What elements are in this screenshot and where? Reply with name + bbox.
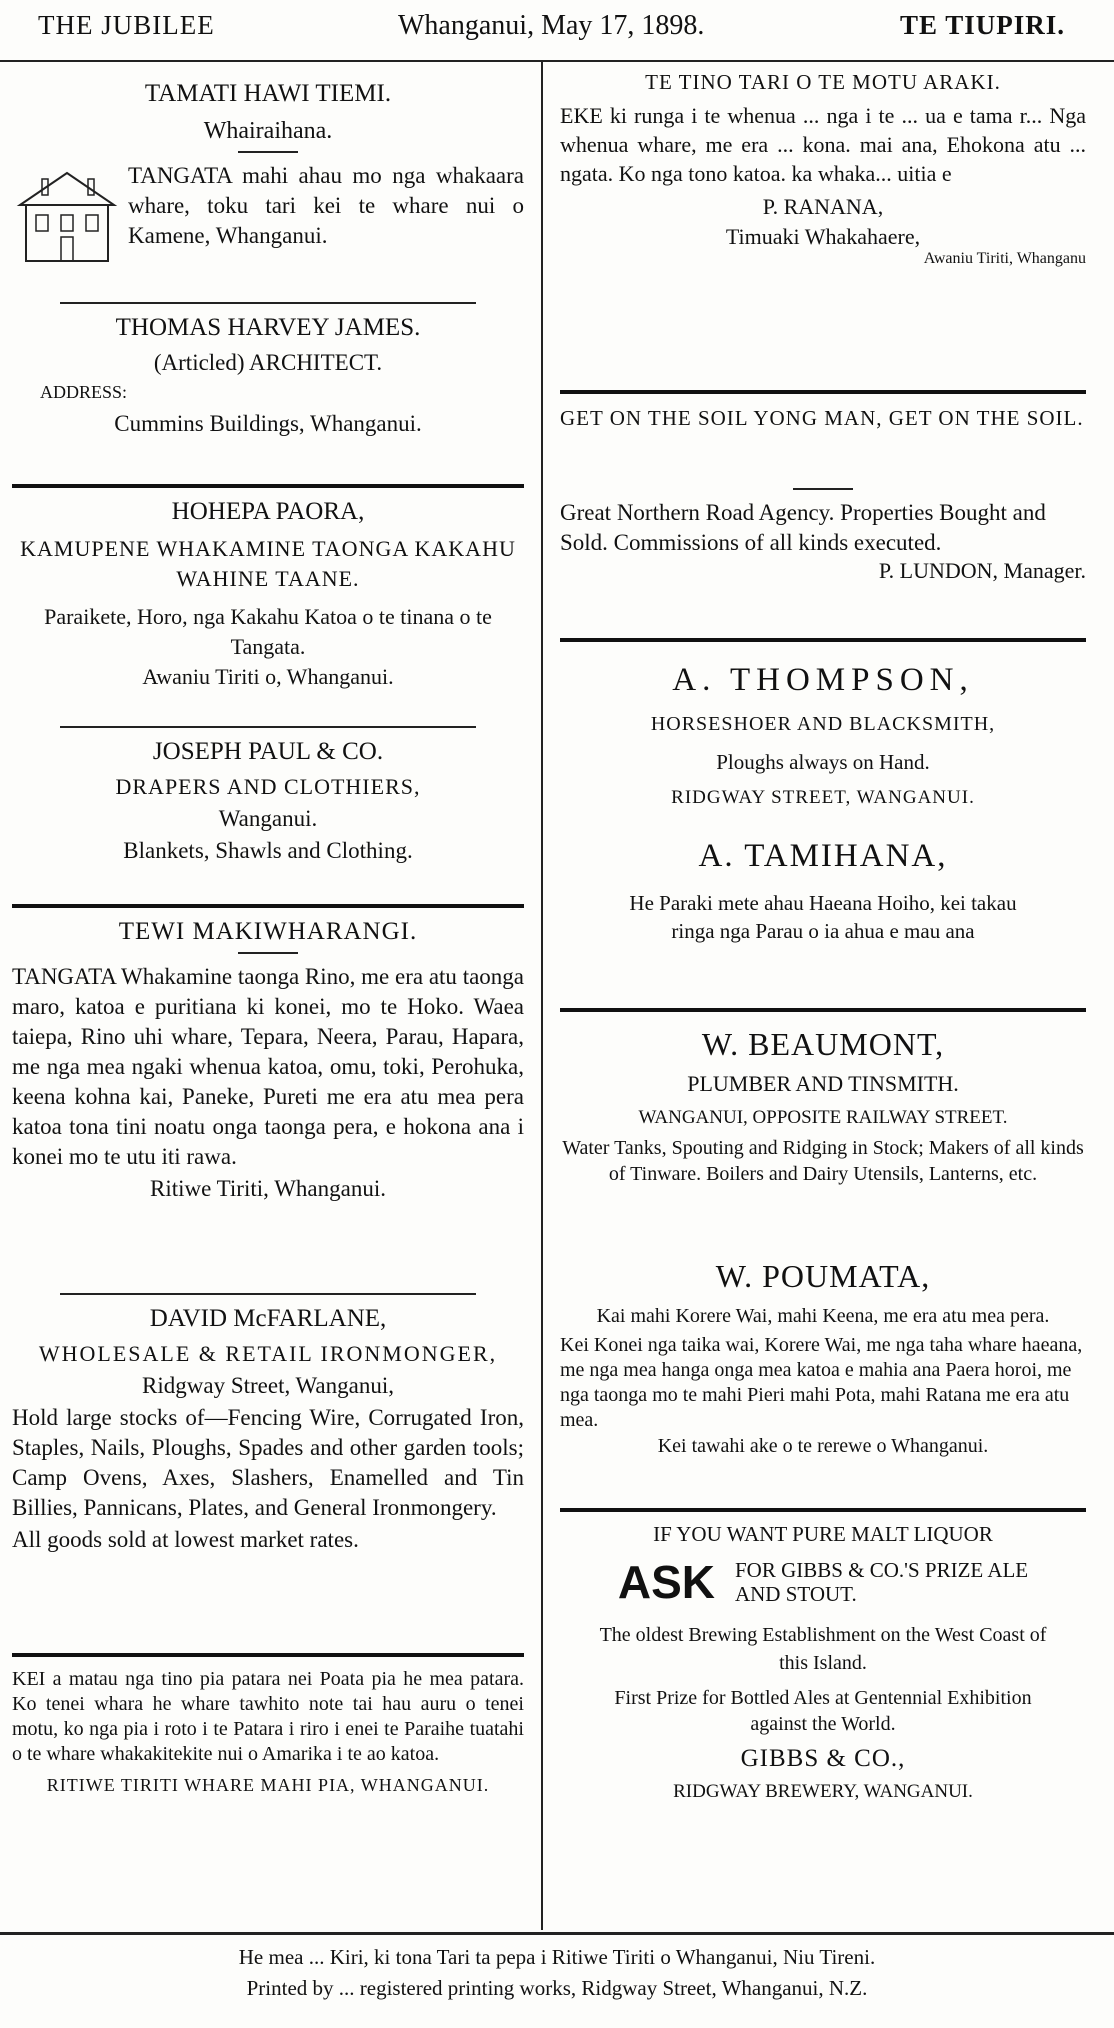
ad-thompson-business: HORSESHOER AND BLACKSMITH, [650, 713, 996, 735]
ad-thompson-line1: Ploughs always on Hand. [716, 750, 930, 774]
divider-thick [560, 390, 1086, 394]
ad-gibbs-body2: First Prize for Bottled Ales at Gentennial Exhibition against the World. [614, 1687, 1032, 1735]
ad-david-address: Ridgway Street, Wanganui, [142, 1373, 394, 1398]
ad-joseph-business: DRAPERS AND CLOTHIERS, [115, 774, 421, 799]
ad-gibbs-line1: FOR GIBBS & CO.'S PRIZE ALE [734, 1558, 1029, 1582]
ad-gibbs-heading: IF YOU WANT PURE MALT LIQUOR [653, 1522, 993, 1546]
ad-joseph-goods: Blankets, Shawls and Clothing. [123, 838, 413, 863]
ad-gibbs-ask-text [735, 1558, 1028, 1606]
ad-gibbs-body1: The oldest Brewing Establishment on the West Coast of this Island. [599, 1624, 1047, 1674]
right-column [560, 62, 1086, 1812]
ad-hohepa-name: HOHEPA PAORA, [171, 498, 365, 525]
divider [60, 1293, 476, 1295]
ad-joseph [12, 738, 524, 894]
ad-tewi-name: TEWI MAKIWHARANGI. [118, 918, 418, 945]
ad-beaumont [560, 1026, 1086, 1256]
divider-thick [560, 1508, 1086, 1512]
ad-david-name: DAVID McFARLANE, [149, 1305, 387, 1332]
ad-kei [12, 1667, 524, 1837]
ad-ranana [560, 70, 1086, 380]
ad-david-footer: All goods sold at lowest market rates. [12, 1527, 359, 1552]
divider-thick [12, 1653, 524, 1657]
short-rule [793, 488, 853, 490]
ad-joseph-place: Wanganui. [218, 806, 318, 831]
ad-tamihana-name: A. TAMIHANA, [698, 838, 948, 874]
ad-agency [560, 498, 1086, 628]
ad-gibbs-ask: ASK [617, 1556, 715, 1608]
ad-tamihana [560, 838, 1086, 998]
divider-thick [560, 1008, 1086, 1012]
ad-david-business: WHOLESALE & RETAIL IRONMONGER, [38, 1341, 498, 1366]
imprint-footer [0, 1932, 1114, 2028]
ad-tamati-name: TAMATI HAWI TIEMI. [144, 80, 392, 107]
divider-thick [560, 638, 1086, 642]
ad-soil-line: GET ON THE SOIL YONG MAN, GET ON THE SOIL. [560, 406, 1084, 430]
ad-tamati-title: Whairaihana. [203, 118, 333, 144]
ad-ranana-name: P. RANANA, [762, 194, 884, 219]
ad-david [12, 1305, 524, 1643]
divider-thick [12, 904, 524, 908]
ad-gibbs [560, 1522, 1086, 1812]
short-rule [238, 952, 298, 954]
ad-thomas-title: (Articled) ARCHITECT. [153, 350, 383, 375]
paper-title-maori: TE TIUPIRI. [900, 10, 1066, 40]
ad-gibbs-address: RIDGWAY BREWERY, WANGANUI. [673, 1781, 973, 1802]
ad-kei-address: RITIWE TIRITI WHARE MAHI PIA, WHANGANUI. [46, 1775, 490, 1795]
ad-agency-manager: P. LUNDON, Manager. [878, 558, 1086, 583]
ad-poumata [560, 1258, 1086, 1498]
divider [60, 726, 476, 728]
ad-tewi [12, 918, 524, 1283]
ad-hohepa-business: KAMUPENE WHAKAMINE TAONGA KAKAHU WAHINE TAANE. [20, 536, 516, 591]
imprint-line-1: He mea ... Kiri, ki tona Tari ta pepa i Ritiwe Tiriti o Whanganui, Niu Tireni. [238, 1945, 876, 1969]
ad-beaumont-address: WANGANUI, OPPOSITE RAILWAY STREET. [638, 1107, 1008, 1128]
ad-ranana-role: Timuaki Whakahaere, [725, 224, 921, 249]
ad-beaumont-business: PLUMBER AND TINSMITH. [687, 1071, 959, 1096]
ad-ranana-heading: TE TINO TARI O TE MOTU ARAKI. [645, 70, 1001, 94]
ad-hohepa-line1: Paraikete, Horo, nga Kakahu Katoa o te tinana o te Tangata. [44, 604, 492, 659]
ad-thomas-address-label: ADDRESS: [40, 382, 128, 402]
ad-soil [560, 404, 1086, 482]
ad-thompson-name: A. THOMPSON, [672, 662, 974, 698]
issue-dateline: Whanganui, May 17, 1898. [398, 10, 705, 41]
ad-joseph-name: JOSEPH PAUL & CO. [152, 738, 384, 765]
paper-title-english: THE JUBILEE [38, 10, 215, 40]
imprint-line-2: Printed by ... registered printing works, Ridgway Street, Whanganui, N.Z. [246, 1976, 868, 2000]
short-rule [238, 151, 298, 153]
ad-poumata-body: Kei Konei nga taika wai, Korere Wai, me nga taha whare haeana, me nga mea hanga onga mea katoa e mahia ana Paera horoi, me nga taonga mo te mahi Pieri mahi Pota, mahi Ratana me era atu mea. [560, 1334, 1083, 1431]
ad-gibbs-line2: AND STOUT. [734, 1582, 857, 1606]
divider-thick [12, 484, 524, 488]
ad-thomas-name: THOMAS HARVEY JAMES. [115, 314, 421, 341]
ad-david-body: Hold large stocks of—Fencing Wire, Corrugated Iron, Staples, Nails, Ploughs, Spades and other garden tools; Camp Ovens, Axes, Slashers, Enamelled and Tin Billies, Pannicans, Plates, and General Ironmongery. [12, 1405, 524, 1520]
ad-ranana-body: EKE ki runga i te whenua ... nga i te ... ua e tama r... Nga whenua whare, me era ... kona. mai ana, Ehokona atu ... ngata. Ko nga tono katoa. ka whaka... uitia e [560, 103, 1086, 186]
ad-beaumont-name: W. BEAUMONT, [701, 1026, 945, 1062]
ad-thomas [12, 314, 524, 474]
divider [60, 302, 476, 304]
ad-thomas-address: Cummins Buildings, Whanganui. [114, 411, 422, 436]
ad-hohepa-line2: Awaniu Tiriti o, Whanganui. [142, 664, 394, 689]
column-divider [541, 60, 543, 1930]
ad-tamati-body: TANGATA mahi ahau mo nga whakaara whare, toku tari kei te whare nui o Kamene, Whanganui. [128, 163, 524, 248]
ad-kei-body: KEI a matau nga tino pia patara nei Poata pia he mea patara. Ko tenei whara he whare tawhito note tai hau auru o tenei motu, ko nga pia i roto i te Patara i riro i enei te Paraihe tuatahi o te whare whakakitekite nui o Amarika i te ao katoa. [12, 1668, 524, 1765]
masthead [0, 0, 1114, 62]
ad-tamati [12, 80, 524, 292]
ad-thompson-address: RIDGWAY STREET, WANGANUI. [671, 787, 975, 808]
ad-hohepa [12, 498, 524, 716]
ad-thompson [560, 662, 1086, 832]
ad-agency-body: Great Northern Road Agency. Properties Bought and Sold. Commissions of all kinds executed. [560, 500, 1046, 555]
ad-ranana-address: Awaniu Tiriti, Whanganu [923, 250, 1086, 267]
ad-tewi-body: TANGATA Whakamine taonga Rino, me era atu taonga maro, katoa e puritiana ki konei, mo te Hoko. Waea taiepa, Rino uhi whare, Tepara, Neera, Parau, Hapara, me nga mea ngaki whenua katoa, omu, toki, Perohuka, keena kohna kai, Paneke, Pureti me era atu mea pera katoa tona tini noatu onga taonga pera, e hokona ana i konei mo te utu iti rawa. [12, 964, 524, 1169]
ad-tamihana-body: He Paraki mete ahau Haeana Hoiho, kei takau ringa nga Parau o ia ahua e mau ana [629, 891, 1017, 943]
ad-poumata-address: Kei tawahi ake o te rerewe o Whanganui. [657, 1435, 989, 1457]
house-illustration-icon [12, 165, 122, 265]
ad-poumata-line1: Kai mahi Korere Wai, mahi Keena, me era atu mea pera. [596, 1305, 1050, 1327]
left-column [12, 62, 524, 1837]
ad-beaumont-body: Water Tanks, Spouting and Ridging in Stock; Makers of all kinds of Tinware. Boilers and Dairy Utensils, Lanterns, etc. [562, 1137, 1084, 1185]
ad-tewi-address: Ritiwe Tiriti, Whanganui. [150, 1176, 386, 1201]
ad-gibbs-name: GIBBS & CO., [740, 1745, 906, 1772]
ad-poumata-name: W. POUMATA, [715, 1258, 931, 1294]
ad-gibbs-ask-row [560, 1555, 1086, 1609]
